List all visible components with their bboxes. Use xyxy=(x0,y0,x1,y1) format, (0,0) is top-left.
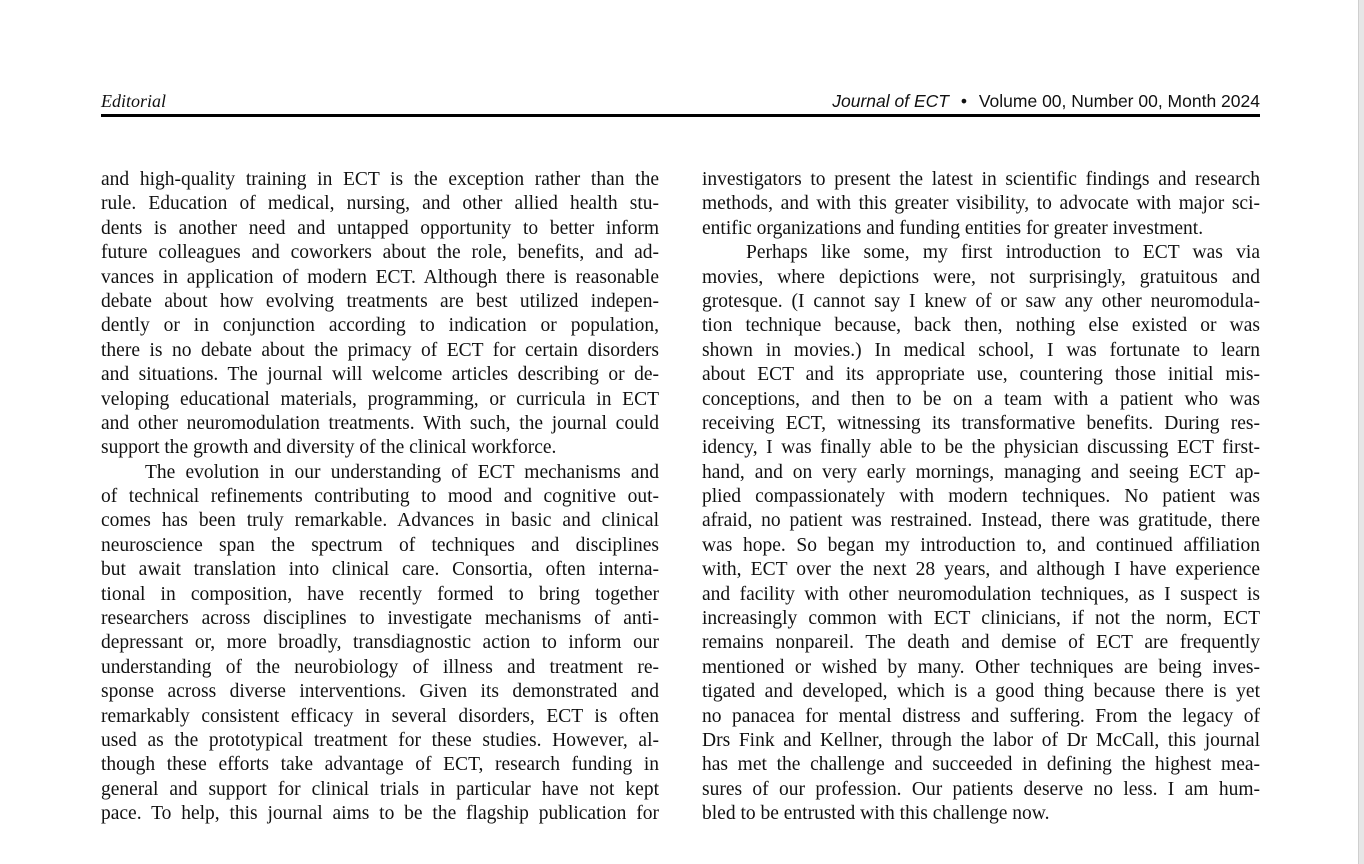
text-line: of technical refinements contributing to mood and cognitive out- xyxy=(101,486,659,508)
text-line: and other neuromodulation treatments. With such, the journal could xyxy=(101,412,659,434)
text-line: future colleagues and coworkers about the role, benefits, and ad- xyxy=(101,242,659,264)
text-line: support the growth and diversity of the clinical workforce. xyxy=(101,437,557,459)
text-line: about ECT and its appropriate use, countering those initial mis- xyxy=(702,364,1260,386)
text-line: tion technique because, back then, nothing else existed or was xyxy=(702,315,1260,337)
text-line: Drs Fink and Kellner, through the labor of Dr McCall, this journal xyxy=(702,729,1260,751)
text-line: but await translation into clinical care. Consortia, often interna- xyxy=(101,559,659,581)
text-line: general and support for clinical trials in particular have not kept xyxy=(101,778,659,800)
text-line: shown in movies.) In medical school, I was fortunate to learn xyxy=(702,339,1260,361)
text-line: remarkably consistent efficacy in several disorders, ECT is often xyxy=(101,705,659,727)
text-line: veloping educational materials, programming, or curricula in ECT xyxy=(101,388,659,410)
left-column xyxy=(101,168,659,827)
paragraph-start-line: The evolution in our understanding of ECT mechanisms and xyxy=(145,461,659,483)
text-line: with, ECT over the next 28 years, and although I have experience xyxy=(702,559,1260,581)
text-line: movies, where depictions were, not surprisingly, gratuitous and xyxy=(702,266,1260,288)
text-line: researchers across disciplines to investigate mechanisms of anti- xyxy=(101,608,659,630)
text-line: bled to be entrusted with this challenge now. xyxy=(702,803,1050,825)
text-line: remains nonpareil. The death and demise of ECT are frequently xyxy=(702,632,1260,654)
text-line: conceptions, and then to be on a team with a patient who was xyxy=(702,388,1260,410)
text-line: though these efforts take advantage of ECT, research funding in xyxy=(101,754,659,776)
text-line: mentioned or wished by many. Other techniques are being inves- xyxy=(702,656,1260,678)
text-line: rule. Education of medical, nursing, and other allied health stu- xyxy=(101,193,659,215)
text-line: vances in application of modern ECT. Although there is reasonable xyxy=(101,266,659,288)
text-line: was hope. So began my introduction to, and continued affiliation xyxy=(702,534,1260,556)
text-line: investigators to present the latest in scientific findings and research xyxy=(702,169,1260,190)
vertical-scrollbar[interactable] xyxy=(1358,0,1364,864)
text-line: tigated and developed, which is a good thing because there is yet xyxy=(702,681,1260,703)
text-line: plied compassionately with modern techniques. No patient was xyxy=(702,486,1260,508)
text-line: sures of our profession. Our patients deserve no less. I am hum- xyxy=(702,778,1260,800)
paragraph-start-line: Perhaps like some, my first introduction to ECT was via xyxy=(746,242,1260,264)
header-bullet: • xyxy=(960,91,967,111)
text-line: and facility with other neuromodulation techniques, as I suspect is xyxy=(702,583,1260,605)
text-line: comes has been truly remarkable. Advances in basic and clinical xyxy=(101,510,659,532)
text-line: grotesque. (I cannot say I knew of or saw any other neuromodula- xyxy=(702,290,1260,312)
text-line: tional in composition, have recently formed to bring together xyxy=(101,583,659,605)
running-header xyxy=(101,90,1260,117)
text-line: neuroscience span the spectrum of techniques and disciplines xyxy=(101,534,659,556)
text-line: methods, and with this greater visibility, to advocate with major sci- xyxy=(702,193,1260,215)
text-line: depressant or, more broadly, transdiagnostic action to inform our xyxy=(101,632,659,654)
text-line: receiving ECT, witnessing its transformative benefits. During res- xyxy=(702,412,1260,434)
text-line: and situations. The journal will welcome articles describing or de- xyxy=(101,364,659,386)
text-line: pace. To help, this journal aims to be the flagship publication for xyxy=(101,803,659,825)
text-line: there is no debate about the primacy of ECT for certain disorders xyxy=(101,339,659,361)
text-line: and high-quality training in ECT is the exception rather than the xyxy=(101,169,659,190)
text-line: increasingly common with ECT clinicians, if not the norm, ECT xyxy=(702,608,1260,630)
journal-name: Journal of ECT xyxy=(832,91,949,111)
text-line: entific organizations and funding entities for greater investment. xyxy=(702,217,1204,239)
right-column xyxy=(702,168,1260,827)
text-line: no panacea for mental distress and suffering. From the legacy of xyxy=(702,705,1260,727)
text-line: hand, and on very early mornings, managing and seeing ECT ap- xyxy=(702,461,1260,483)
text-line: idency, I was finally able to be the physician discussing ECT first- xyxy=(702,437,1260,459)
text-line: debate about how evolving treatments are best utilized indepen- xyxy=(101,290,659,312)
text-line: dently or in conjunction according to indication or population, xyxy=(101,315,659,337)
text-line: used as the prototypical treatment for these studies. However, al- xyxy=(101,729,659,751)
journal-info xyxy=(832,90,1260,112)
section-label: Editorial xyxy=(101,91,167,111)
text-line: sponse across diverse interventions. Given its demonstrated and xyxy=(101,681,659,703)
text-line: understanding of the neurobiology of illness and treatment re- xyxy=(101,656,659,678)
text-line: dents is another need and untapped opportunity to better inform xyxy=(101,217,659,239)
text-line: afraid, no patient was restrained. Instead, there was gratitude, there xyxy=(702,510,1260,532)
issue-info: Volume 00, Number 00, Month 2024 xyxy=(978,91,1260,111)
text-line: has met the challenge and succeeded in defining the highest mea- xyxy=(702,754,1260,776)
